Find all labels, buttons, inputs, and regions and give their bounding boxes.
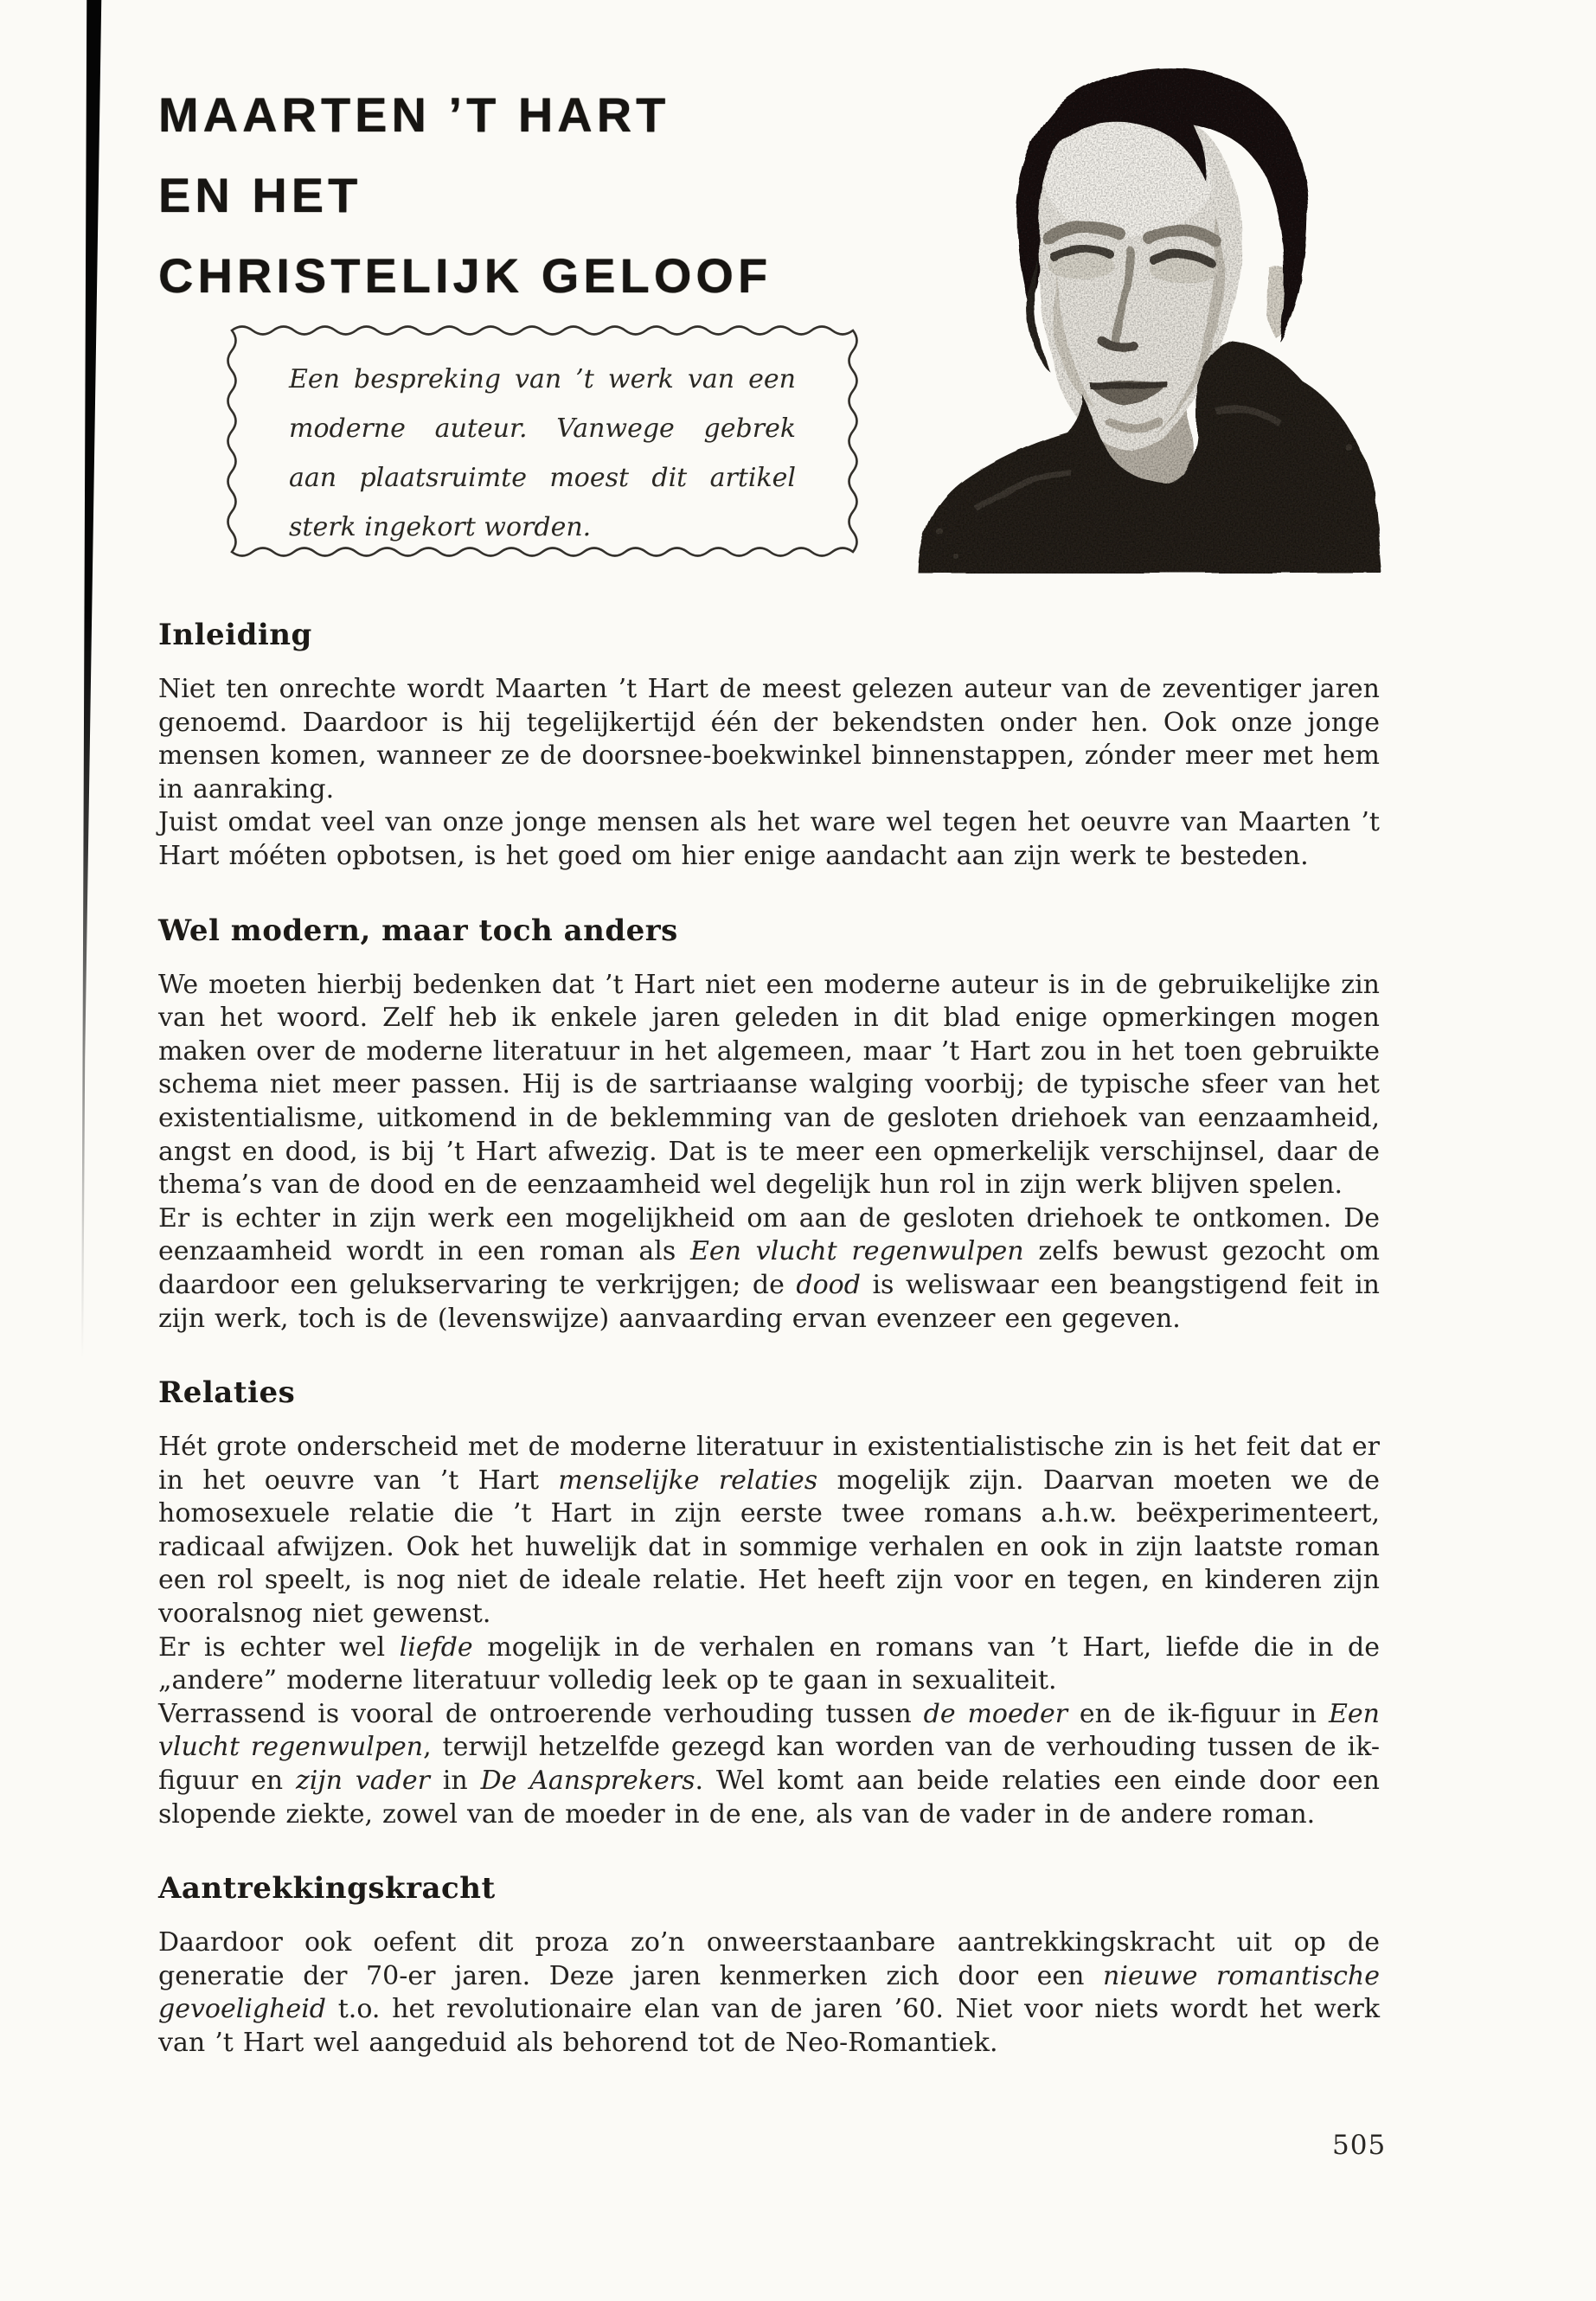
binding-shadow <box>76 0 106 1358</box>
author-portrait-photo <box>907 42 1387 574</box>
paragraph: We moeten hierbij bedenken dat ’t Hart niet een moderne auteur is in de gebruikelijke zin van het woord. Zelf heb ik enkele jaren geleden in dit blad enige opmerkingen mogen maken over de moderne literatuur in het algemeen, maar ’t Hart zou in het toen gebruikte schema niet meer passen. Hij is de sartriaanse walging voorbij; de typische sfeer van het existentialisme, uitkomend in de beklemming van de gesloten driehoek van eenzaamheid, angst en dood, is bij ’t Hart afwezig. Dat is te meer een opmerkelijk verschijnsel, daar de thema’s van de dood en de eenzaamheid wel degelijk hun rol in zijn werk blijven spelen. <box>158 969 1380 1201</box>
section-wel-modern <box>158 913 1380 1336</box>
paragraph: Juist omdat veel van onze jonge mensen als het ware wel tegen het oeuvre van Maarten ’t Hart móéten opbotsen, is het goed om hier enige aandacht aan zijn werk te besteden. <box>158 807 1380 871</box>
intro-box-line: moderne auteur. Vanwege gebrek <box>289 413 796 444</box>
intro-box <box>227 325 858 557</box>
title-line-2: EN HET <box>158 168 362 222</box>
paragraph: Hét grote onderscheid met de moderne literatuur in existentialistische zin is het feit dat er in het oeuvre van ’t Hart menselijke relaties mogelijk zijn. Daarvan moeten we de homosexuele relatie die ’t Hart in zijn eerste twee romans a.h.w. beëxperimenteert, radicaal afwijzen. Ook het huwelijk dat in sommige verhalen en ook in zijn laatste roman een rol speelt, is nog niet de ideale relatie. Het heeft zijn voor en tegen, en kinderen zijn vooralsnog niet gewenst. <box>158 1432 1380 1630</box>
paragraph: Niet ten onrechte wordt Maarten ’t Hart de meest gelezen auteur van de zeventiger jaren genoemd. Daardoor is hij tegelijkertijd één der bekendsten onder hen. Ook onze jonge mensen komen, wanneer ze de doorsnee-boekwinkel binnenstappen, zónder meer met hem in aanraking. <box>158 674 1380 804</box>
paragraph: Daardoor ook oefent dit proza zo’n onweerstaanbare aantrekkingskracht uit op de generatie der 70-er jaren. Deze jaren kenmerken zich door een nieuwe romantische gevoeligheid t.o. het revolutionaire elan van de jaren ’60. Niet voor niets wordt het werk van ’t Hart wel aangeduid als behorend tot de Neo-Romantiek. <box>158 1927 1380 2058</box>
section-heading: Relaties <box>158 1375 296 1411</box>
intro-box-line: sterk ingekort worden. <box>289 512 592 542</box>
paragraph: Verrassend is vooral de ontroerende verhouding tussen de moeder en de ik-figuur in Een vlucht regenwulpen, terwijl hetzelfde gezegd kan worden van de verhouding tussen de ik-figuur en zijn vader in De Aansprekers. Wel komt aan beide relaties een einde door een slopende ziekte, zowel van de moeder in de ene, als van de vader in de andere roman. <box>158 1698 1381 1830</box>
article-title <box>158 74 772 316</box>
paragraph: Er is echter in zijn werk een mogelijkheid om aan de gesloten driehoek te ontkomen. De eenzaamheid wordt in een roman als Een vlucht regenwulpen zelfs bewust gezocht om daardoor een gelukservaring te verkrijgen; de dood is weliswaar een beangstigend feit in zijn werk, toch is de (levenswijze) aanvaarding ervan evenzeer een gegeven. <box>158 1202 1380 1334</box>
intro-box-line: aan plaatsruimte moest dit artikel <box>289 463 796 493</box>
paragraph: Er is echter wel liefde mogelijk in de verhalen en romans van ’t Hart, liefde die in de „andere” moderne literatuur volledig leek op te gaan in sexualiteit. <box>158 1631 1380 1696</box>
section-relaties <box>158 1375 1380 1831</box>
section-heading: Inleiding <box>158 618 312 652</box>
section-aantrekkingskracht <box>158 1871 1380 2060</box>
intro-box-text <box>289 355 796 552</box>
section-heading: Wel modern, maar toch anders <box>158 913 678 948</box>
page-number: 505 <box>1332 2130 1387 2161</box>
title-line-1: MAARTEN ’T HART <box>158 87 670 142</box>
title-line-3: CHRISTELIJK GELOOF <box>158 248 772 303</box>
article-body <box>158 618 1380 2061</box>
intro-box-line: Een bespreking van ’t werk van een <box>289 364 796 394</box>
section-inleiding <box>158 618 1380 874</box>
section-heading: Aantrekkingskracht <box>158 1871 496 1907</box>
